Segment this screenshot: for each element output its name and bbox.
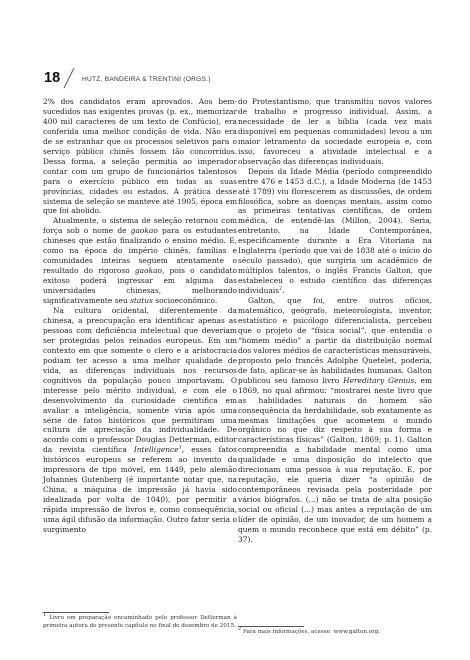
right-column (238, 97, 432, 545)
running-head: HUTZ, BANDEIRA & TRENTINI (ORGS.) (82, 76, 211, 83)
footnote-ref-2[interactable]: 2 (279, 285, 283, 292)
page-number: 18 (44, 70, 61, 86)
footnote-2: $^2$ Para mais informações, acesse: www.galton.org. (238, 626, 381, 635)
left-paragraph-1: 2% dos candidatos eram aprovados. Aos bem-sucedidos nas exigentes provas (p. ex., memorizar 400 mil caracteres de um texto de Confúcio), era conferida uma melhor condição de vida. Não era de se estranhar que os processos seletivos para o serviço público chinês fossem tão concorridos. Dessa forma, a seleção permitia ao imperador contar com um grupo de funcionários talentosos para o exercício público em todas as suas províncias, cidades ou estados. A prática desse sistema de seleção se manteve até 1905, época em que foi abolido. (43, 97, 237, 216)
book-title: Hereditary Genius (343, 375, 415, 385)
right-paragraph-1: do Protestantismo, que transmitiu novos valores de trabalho e progresso individual. Assim, a necessidade de ler a bíblia (cada vez mais disponível em pequenas comunidades) levou a um maior letramento da sociedade europeia e, com isso, favoreceu a atividade intelectual e a observação das diferenças individuais. (238, 97, 432, 166)
left-paragraph-3: Na cultura ocidental, diferentemente da chinesa, a preocupação era identificar apenas as pessoas com deficiência intelectual que deveriam ser protegidas pelos reinados europeus. Em um contexto em que somente o clero e a aristocracia podiam ter acesso a uma melhor qualidade de vida, as diferenças individuais nos recursos cognitivos da população pouco importavam. O interesse pelo mérito individual, e com ele o desenvolvimento da curiosidade científica em avaliar a inteligência, somente viria após uma série de fatos históricos que permitiram uma cultura de apreciação da individualidade. De acordo com o professor Douglas Detterman, editor da revista científica Intelligence$^1$, esses fatos históricos europeus se referem ao invento da impressora de tipo móvel, em 1449, pelo alemão Johannes Gutenberg (é importante notar que, na China, a máquina de impressão já havia sido idealizada por volta de 1040), por permitir a rápida impressão de livros e, como consequência, uma ágil difusão da informação. Outro fator seria o surgimento (43, 306, 237, 534)
left-paragraph-2: Atualmente, o sistema de seleção retornou com força sob o nome de gaokao para os estudantes chineses que estão finalizando o ensino médio. E, como na época do império chinês, famílias e comunidades inteiras seguem atentamente o resultado do rigoroso gaokao, pois o candidato exitoso poderá ingressar em alguma das universidades chinesas, melhorando significativamente seu status socioeconômico. (43, 216, 238, 306)
footnote-divider-right (238, 626, 304, 627)
right-paragraph-3: Galton, que foi, entre outros ofícios, matemático, geógrafo, meteorologista, inventor, estatístico e psicólogo diferencialista, percebeu que o projeto de “física social”, que entendia o “homem médio” a partir da distribuição normal dos valores médios de características mensuráveis, proposto pelo francês Adolphe Quetelet, poderia, de fato, aplicar-se às habilidades humanas. Galton publicou seu famoso livro Hereditary Genius, em 1869, no qual afirmou: “mostrarei neste livro que as habilidades naturais do homem são consequência da herdabilidade, sob exatamente as mesmas limitações que acometem o mundo orgânico no que diz respeito à sua forma e características físicas” (Galton, 1869; p. 1). Galton compreendia a habilidade mental como uma qualidade e uma disposição do intelecto que direcionam uma pessoa à sua reputação. E, por reputação, ele queria dizer “a opinião de contemporâneos revisada pela posteridade por vários biógrafos. (...) não se trata de alta posição social ou oficial (...) mas antes a reputação de um líder de opinião, de um inovador, de um homem a quem o mundo reconhece que está em débito” (p. 37). (238, 296, 432, 544)
footnote-divider-left (43, 612, 109, 613)
footnote-ref-1[interactable]: 1 (178, 444, 182, 451)
term-status: status (130, 296, 153, 306)
journal-title: Intelligence (133, 445, 179, 455)
right-paragraph-2: Depois da Idade Média (período compreendido entre 476 e 1453 d.C.), a Idade Moderna (de 1453 até 1789) viu florescerem as discussões, de ordem filosófica, sobre as doenças mentais, assim como as primeiras tentativas científicas, de ordem médica, de entendê-las (Millon, 2004). Seria, entretanto, na Idade Contemporânea, especificamente durante a Era Vitoriana na Inglaterra (período que vai de 1838 até o início do século passado), que surgiria um acadêmico de múltiplos talentos, o inglês Francis Galton, que estabeleceu o estudo científico das diferenças individuais$^2$. (238, 166, 432, 296)
term-gaokao: gaokao (134, 266, 162, 276)
left-column (43, 97, 237, 535)
footnote-marker-1: 1 (43, 612, 47, 619)
footnote-1: $^1$ Livro em preparação encaminhado pelo professor Detterman à primeira autora do presente capítulo no final de dezembro de 2015. (43, 612, 237, 629)
header-slash-divider (61, 66, 77, 90)
footnote-marker-2: 2 (238, 626, 242, 633)
term-gaokao: gaokao (130, 226, 158, 236)
